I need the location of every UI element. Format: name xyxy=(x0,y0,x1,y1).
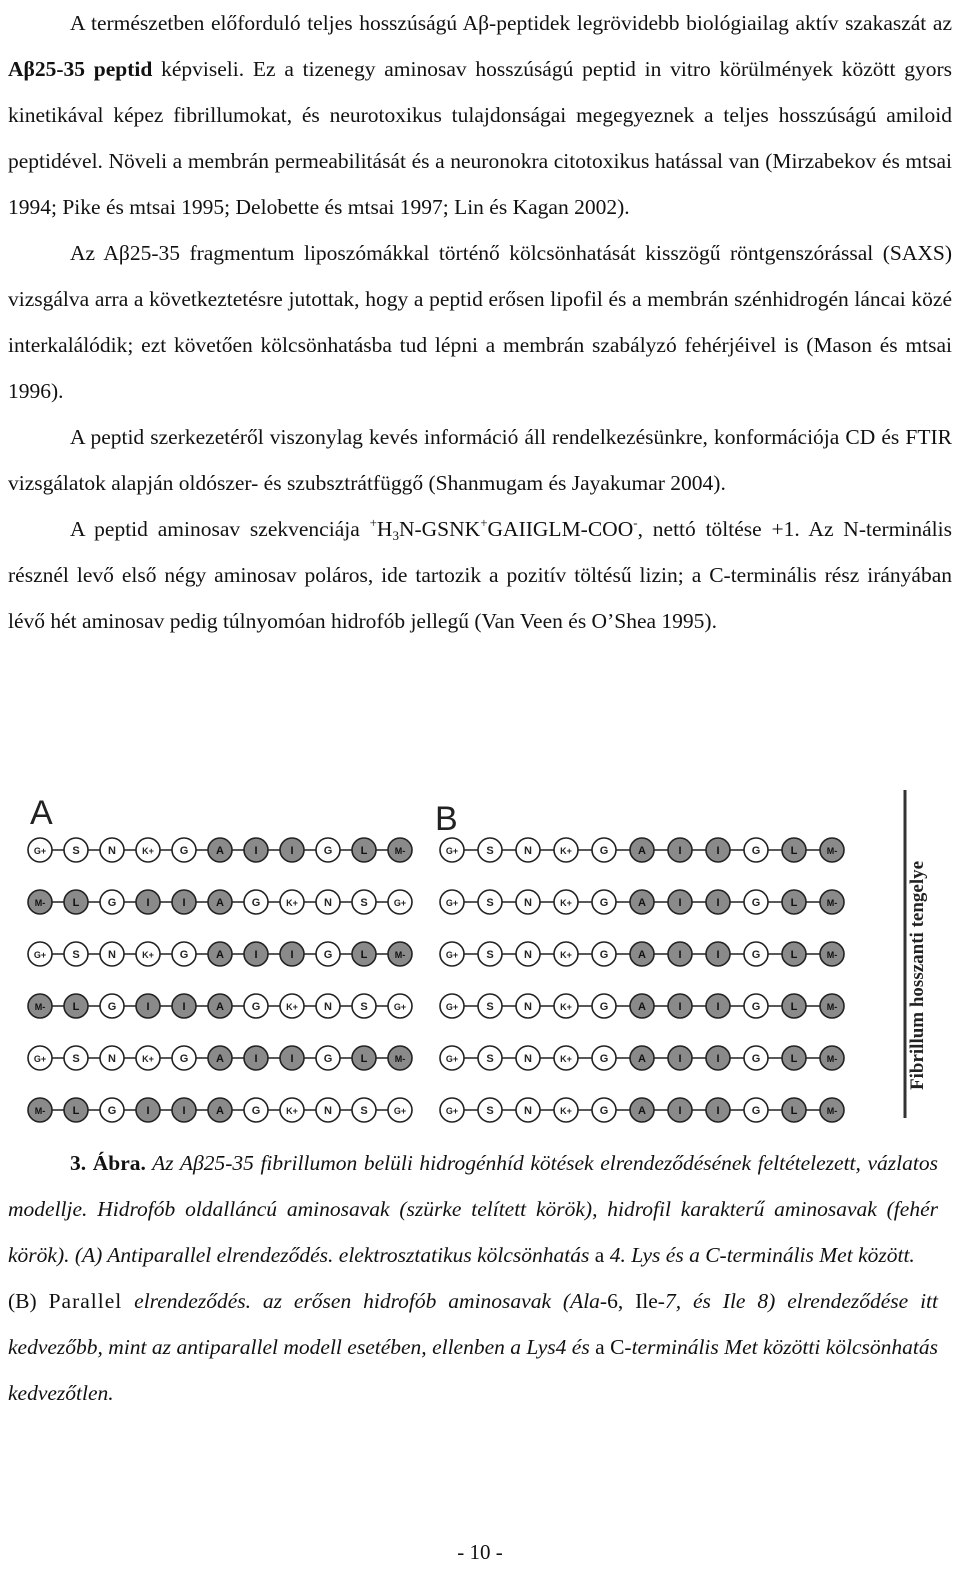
residue-label: N xyxy=(108,949,116,961)
residue-label: G+ xyxy=(445,846,459,856)
residue-label: G xyxy=(251,897,261,909)
residue-label: I xyxy=(678,897,682,909)
panel-a-label: A xyxy=(30,794,53,832)
residue-label: I xyxy=(716,1053,720,1065)
residue-label: I xyxy=(678,1053,682,1065)
residue-label: I xyxy=(290,845,294,857)
residue-label: G xyxy=(179,949,189,961)
residue-label: M- xyxy=(394,1054,406,1064)
residue-label: M- xyxy=(394,846,406,856)
residue-label: L xyxy=(72,1105,80,1117)
residue-label: I xyxy=(182,897,186,909)
residue-label: A xyxy=(638,1105,646,1117)
residue-label: N xyxy=(524,1105,532,1117)
residue-label: I xyxy=(716,949,720,961)
residue-label: S xyxy=(486,1105,494,1117)
residue-label: G xyxy=(751,1001,761,1013)
residue-label: G xyxy=(599,897,609,909)
residue-label: I xyxy=(254,1053,258,1065)
residue-label: M- xyxy=(826,1002,838,1012)
residue-label: A xyxy=(216,1105,224,1117)
panel-b-label: B xyxy=(435,800,458,838)
residue-label: G+ xyxy=(445,1002,459,1012)
residue-label: K+ xyxy=(560,846,572,856)
residue-label: S xyxy=(486,1001,494,1013)
residue-label: M- xyxy=(34,898,46,908)
residue-label: M- xyxy=(826,1054,838,1064)
residue-label: I xyxy=(182,1001,186,1013)
residue-label: S xyxy=(486,1053,494,1065)
residue-label: N xyxy=(108,1053,116,1065)
residue-label: G xyxy=(751,949,761,961)
residue-label: K+ xyxy=(286,1002,298,1012)
residue-label: L xyxy=(790,949,798,961)
residue-label: G+ xyxy=(445,898,459,908)
paragraph-4: A peptid aminosav szekvenciája $^+H_3N-GSNK^+GAIIGLM-COO^-$, nettó töltése +1. Az N-terminális résznél levő első négy aminosav poláros, ide tartozik a pozitív töltésű lizin; a C-terminális rész irányában lévő hét aminosav pedig túlnyomóan hidrofób jellegű (Van Veen és O’Shea 1995). xyxy=(8,515,952,633)
residue-label: A xyxy=(216,1001,224,1013)
residue-label: G+ xyxy=(393,1002,407,1012)
residue-label: L xyxy=(360,949,368,961)
residue-label: A xyxy=(638,897,646,909)
page-body xyxy=(8,0,952,644)
residue-label: N xyxy=(524,1053,532,1065)
residue-label: G xyxy=(251,1105,261,1117)
residue-label: I xyxy=(254,949,258,961)
residue-label: I xyxy=(716,897,720,909)
residue-label: K+ xyxy=(560,1106,572,1116)
residue-label: M- xyxy=(826,1106,838,1116)
residue-label: L xyxy=(72,1001,80,1013)
residue-label: L xyxy=(790,1053,798,1065)
residue-label: I xyxy=(182,1105,186,1117)
residue-label: I xyxy=(254,845,258,857)
residue-label: A xyxy=(216,1053,224,1065)
residue-label: K+ xyxy=(142,950,154,960)
page-number: - 10 - xyxy=(457,1540,503,1564)
residue-label: L xyxy=(790,1105,798,1117)
residue-label: L xyxy=(72,897,80,909)
residue-label: G xyxy=(599,1001,609,1013)
residue-label: S xyxy=(72,949,80,961)
residue-label: S xyxy=(486,897,494,909)
residue-label: I xyxy=(716,1105,720,1117)
residue-label: G xyxy=(599,1053,609,1065)
residue-label: A xyxy=(638,1053,646,1065)
residue-label: G xyxy=(251,1001,261,1013)
residue-label: G xyxy=(179,845,189,857)
residue-label: K+ xyxy=(286,1106,298,1116)
residue-label: G+ xyxy=(445,950,459,960)
residue-label: G xyxy=(751,1105,761,1117)
caption-paragraph-1: 3. Ábra. Az Aβ25-35 fibrillumon belüli hidrogénhíd kötések elrendeződésének feltételezett, vázlatos modellje. Hidrofób oldalláncú aminosavak (szürke telített körök), hidrofil karakterű aminosavak (fehér körök). (A) Antiparallel elrendeződés. elektrosztatikus kölcsönhatás a 4. Lys és a C-terminális Met között. xyxy=(8,1151,938,1267)
residue-label: L xyxy=(790,845,798,857)
residue-label: N xyxy=(324,1105,332,1117)
panel-a-antiparallel xyxy=(28,838,412,1122)
residue-label: K+ xyxy=(142,846,154,856)
residue-label: I xyxy=(678,845,682,857)
residue-label: N xyxy=(524,897,532,909)
residue-label: L xyxy=(360,845,368,857)
residue-label: N xyxy=(524,949,532,961)
paragraph-1: A természetben előforduló teljes hosszúságú Aβ-peptidek legrövidebb biológiailag aktív szakaszát az Aβ25-35 peptid képviseli. Ez a tizenegy aminosav hosszúságú peptid in vitro körülmények között gyors kinetikával képez fibrillumokat, és neurotoxikus tulajdonságai megegyeznek a teljes hosszúságú amiloid peptidével. Növeli a membrán permeabilitását és a neuronokra citotoxikus hatással van (Mirzabekov és mtsai 1994; Pike és mtsai 1995; Delobette és mtsai 1997; Lin és Kagan 2002). xyxy=(8,11,953,219)
residue-label: I xyxy=(678,1105,682,1117)
residue-label: G xyxy=(323,1053,333,1065)
residue-label: K+ xyxy=(560,1054,572,1064)
residue-label: G+ xyxy=(33,846,47,856)
residue-label: M- xyxy=(34,1002,46,1012)
residue-label: S xyxy=(72,1053,80,1065)
paragraph-3: A peptid szerkezetéről viszonylag kevés információ áll rendelkezésünkre, konformációja CD és FTIR vizsgálatok alapján oldószer- és szubsztrátfüggő (Shanmugam és Jayakumar 2004). xyxy=(8,425,952,495)
residue-label: N xyxy=(324,1001,332,1013)
residue-label: N xyxy=(108,845,116,857)
residue-label: A xyxy=(638,845,646,857)
residue-label: L xyxy=(790,1001,798,1013)
residue-label: I xyxy=(678,949,682,961)
residue-label: N xyxy=(524,845,532,857)
residue-label: A xyxy=(638,1001,646,1013)
residue-label: S xyxy=(360,1105,368,1117)
residue-label: M- xyxy=(826,898,838,908)
paragraph-2: Az Aβ25-35 fragmentum liposzómákkal történő kölcsönhatását kisszögű röntgenszórással (SAXS) vizsgálva arra a következtetésre jutottak, hogy a peptid erősen lipofil és a membrán szénhidrogén láncai közé interkalálódik; ezt követően kölcsönhatásba tud lépni a membrán szabályzó fehérjéivel is (Mason és mtsai 1996). xyxy=(8,241,952,403)
residue-label: M- xyxy=(394,950,406,960)
fibril-axis-label: Fibrillum hosszanti tengelye xyxy=(907,860,928,1090)
residue-label: N xyxy=(524,1001,532,1013)
residue-label: I xyxy=(146,897,150,909)
residue-label: K+ xyxy=(142,1054,154,1064)
residue-label: G+ xyxy=(33,1054,47,1064)
residue-label: A xyxy=(216,949,224,961)
residue-label: A xyxy=(638,949,646,961)
residue-label: I xyxy=(146,1001,150,1013)
residue-label: G xyxy=(107,897,117,909)
residue-label: G xyxy=(107,1001,117,1013)
residue-label: S xyxy=(360,1001,368,1013)
residue-label: S xyxy=(486,845,494,857)
residue-label: N xyxy=(324,897,332,909)
residue-label: M- xyxy=(826,846,838,856)
residue-label: G xyxy=(751,845,761,857)
residue-label: I xyxy=(290,1053,294,1065)
residue-label: M- xyxy=(34,1106,46,1116)
residue-label: I xyxy=(290,949,294,961)
residue-label: G+ xyxy=(445,1106,459,1116)
residue-label: L xyxy=(360,1053,368,1065)
residue-label: G+ xyxy=(393,898,407,908)
peptide-name-bold: Aβ25-35 peptid xyxy=(8,57,153,81)
caption-paragraph-2: (B) Parallel elrendeződés. az erősen hidrofób aminosavak (Ala-6, Ile-7, és Ile 8) elrendeződése itt kedvezőbb, mint az antiparallel modell esetében, ellenben a Lys4 és a C-terminális Met közötti kölcsönhatás kedvezőtlen. xyxy=(8,1289,939,1405)
residue-label: G xyxy=(599,845,609,857)
residue-label: I xyxy=(678,1001,682,1013)
residue-label: G+ xyxy=(33,950,47,960)
residue-label: S xyxy=(72,845,80,857)
residue-label: G xyxy=(599,1105,609,1117)
caption-label: 3. Ábra. xyxy=(70,1151,146,1175)
residue-label: G xyxy=(751,897,761,909)
residue-label: S xyxy=(360,897,368,909)
residue-label: K+ xyxy=(286,898,298,908)
residue-label: G xyxy=(323,949,333,961)
residue-label: A xyxy=(216,845,224,857)
panel-b-parallel xyxy=(440,838,844,1122)
residue-label: K+ xyxy=(560,1002,572,1012)
figure-caption xyxy=(8,1140,938,1416)
residue-label: G xyxy=(107,1105,117,1117)
residue-label: I xyxy=(146,1105,150,1117)
residue-label: L xyxy=(790,897,798,909)
residue-label: A xyxy=(216,897,224,909)
residue-label: I xyxy=(716,845,720,857)
residue-label: K+ xyxy=(560,898,572,908)
residue-label: K+ xyxy=(560,950,572,960)
residue-label: S xyxy=(486,949,494,961)
residue-label: G xyxy=(323,845,333,857)
residue-label: G xyxy=(751,1053,761,1065)
residue-label: M- xyxy=(826,950,838,960)
residue-label: G+ xyxy=(393,1106,407,1116)
residue-label: G+ xyxy=(445,1054,459,1064)
figure-peptide-model xyxy=(0,790,944,1130)
residue-label: G xyxy=(599,949,609,961)
residue-label: I xyxy=(716,1001,720,1013)
residue-label: G xyxy=(179,1053,189,1065)
